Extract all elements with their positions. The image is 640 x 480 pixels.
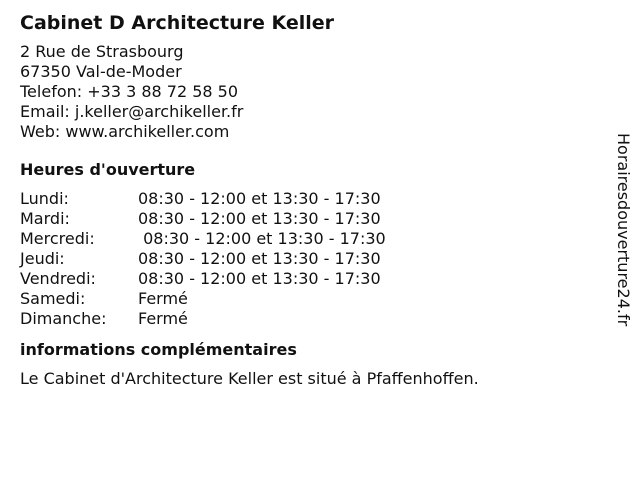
hours-value: 08:30 - 12:00 et 13:30 - 17:30 [138,209,381,228]
site-watermark: Horairesdouverture24.fr [614,133,633,327]
hours-value: Fermé [138,309,188,328]
business-name: Cabinet D Architecture Keller [20,12,335,34]
additional-info-heading: informations complémentaires [20,340,297,359]
hours-row-thursday [20,249,600,269]
day-label: Mercredi: [20,229,95,248]
day-label: Vendredi: [20,269,96,288]
day-label: Jeudi: [20,249,65,268]
hours-value: 08:30 - 12:00 et 13:30 - 17:30 [138,229,386,248]
business-card [20,10,600,389]
hours-value: 08:30 - 12:00 et 13:30 - 17:30 [138,269,381,288]
hours-row-friday [20,269,600,289]
hours-row-saturday [20,289,600,309]
day-label: Dimanche: [20,309,107,328]
phone-line: Telefon: +33 3 88 72 58 50 [20,82,239,101]
hours-row-monday [20,189,600,209]
hours-row-sunday [20,309,600,329]
day-label: Mardi: [20,209,70,228]
hours-value: 08:30 - 12:00 et 13:30 - 17:30 [138,249,381,268]
hours-value: Fermé [138,289,188,308]
web-line: Web: www.archikeller.com [20,122,230,141]
address-line-1: 2 Rue de Strasbourg [20,42,184,61]
address-line-2: 67350 Val-de-Moder [20,62,182,81]
additional-info-text: Le Cabinet d'Architecture Keller est situé à Pfaffenhoffen. [20,369,479,388]
email-line: Email: j.keller@archikeller.fr [20,102,244,121]
hours-row-tuesday [20,209,600,229]
opening-hours-heading: Heures d'ouverture [20,160,196,179]
day-label: Samedi: [20,289,86,308]
day-label: Lundi: [20,189,69,208]
hours-value: 08:30 - 12:00 et 13:30 - 17:30 [138,189,381,208]
hours-row-wednesday [20,229,600,249]
